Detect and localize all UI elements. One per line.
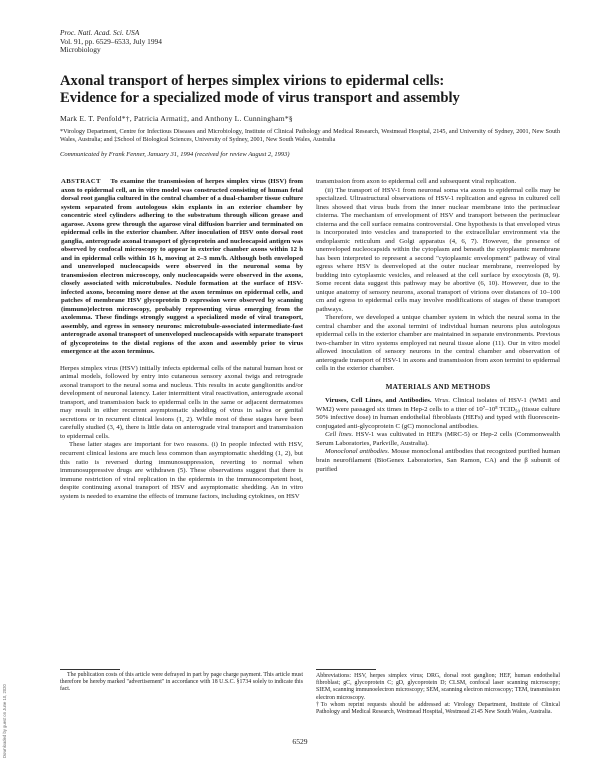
footnote-text: The publication costs of this article were defrayed in part by page charge payment. This article must therefore be hereby marked "advertisement" in accordance with 18 U.S.C. §1734 solely to indicate this fact. [60,672,303,693]
publication-footnote [60,672,303,694]
journal-header [60,29,162,55]
abstract-label: ABSTRACT [61,178,101,185]
right-column [316,178,560,474]
methods-text: Mouse monoclonal antibodies that recognized purified human brain neurofilament (BioGenex Laboratories, San Ramon, CA) and the β subunit of purified [316,448,560,473]
abstract-text: To examine the transmission of herpes simplex virus (HSV) from axon to epidermal cell, an in vitro model was constructed consisting of human fetal dorsal root ganglia cultured in the central chamber of a dual-chamber tissue culture system separated from autologous skin explants in an exterior chamber by concentric steel cylinders adhering to the substratum through silicon grease and agarose. Axons grew through the agarose viral diffusion barrier and terminated on epidermal cells in the exterior chamber. After inoculation of HSV onto dorsal root ganglia, anterograde axonal transport of glycoprotein and nucleocapsid antigen was observed by confocal microscopy to appear in exterior chamber axons within 12 h and in epidermal cells within 16 h, moving at 2–3 mm/h. Although both enveloped and unenveloped nucleocapsids were observed in the neuronal soma by transmission electron microscopy, only nucleocapsids were observed in the axons, closely associated with microtubules. Nodule formation at the surface of HSV-infected axons, becoming more dense at the axon terminus on epidermal cells, and patches of membrane HSV glycoprotein D expression were observed by scanning (immuno)electron microscopy, probably representing virus emerging from the axolemma. These findings strongly suggest a specialized mode of viral transport, assembly, and egress in sensory neurons: microtubule-associated intermediate-fast anterograde axonal transport of unenveloped nucleocapsids with separate transport of glycoproteins to the distal regions of the axon and assembly prior to virus emergence at the axon terminus. [61,178,304,356]
title-line-1: Axonal transport of herpes simplex virions to epidermal cells: [60,73,445,89]
subsubsection-heading: Cell lines. [325,431,354,439]
methods-paragraph [316,431,560,448]
page-number: 6529 [292,737,308,746]
section-heading: MATERIALS AND METHODS [385,382,491,391]
article-title [60,73,560,107]
journal-volume: Vol. 91, pp. 6529–6533, July 1994 [60,36,162,46]
body-paragraph: Herpes simplex virus (HSV) initially infects epidermal cells of the natural human host or animal models, followed by entry into cutaneous sensory axonal twigs and retrograde axonal transport to the neural soma and nucleus. This results in acute ganglionitis and/or development of neuronal latency. Later intermittent viral reactivation, anterograde axonal transport, and transmission back to epidermal cells in the same or adjacent dermatomes may result in either recurrent asymptomatic shedding of virus in saliva or genital secretions or in recurrent clinical lesions (1, 2). While most of these stages have been carefully studied (3, 4), there is little data on anterograde viral transport and transmission to epidermal cells. [60,364,303,440]
subsubsection-heading: Monoclonal antibodies. [325,448,390,456]
abbreviations-text: Abbreviations: HSV, herpes simplex virus; DRG, dorsal root ganglion; HEF, human endothelial fibroblast; gC, glycoprotein C; gD, glycoprotein D; CLSM, confocal laser scanning microscopy; SIEM, scanning immunoelectron microscopy; SEM, scanning electron microscopy; TEM, transmission electron microscopy. [316,673,560,701]
abbreviations-footnote [316,673,560,716]
left-column [60,178,303,501]
abbreviations-rule [316,669,376,670]
reprint-requests: †To whom reprint requests should be addressed at: Virology Department, Institute of Clinical Pathology and Medical Research, Westmead Hospital, Westmead 2145 New South Wales, Australia. [316,701,560,716]
subsection-heading: Viruses, Cell Lines, and Antibodies. [325,397,432,405]
body-paragraph: (ii) The transport of HSV-1 from neuronal soma via axons to epidermal cells may be specialized. Ultrastructural observations of HSV-1 replication and egress in cultured cell lines showed that virus buds from the inner nuclear membrane into the perinuclear cisterna. The mechanism of envelopment of HSV and transport between the perinuclear cisterna and the cell surface remains controversial. One hypothesis is that enveloped virus is incorporated into vesicles and transported to the extracellular environment via the endoplasmic reticulum and Golgi apparatus (4, 6, 7). However, the presence of unenveloped nucleocapsids within the cytoplasm and beneath the cytoplasmic membrane has been interpreted to represent a second "cytoplasmic envelopment" pathway of viral egress where HSV is deenveloped at the outer nuclear membrane, reenveloped by budding into cytoplasmic vesicles, and released at the cell surface by exocytosis (8, 9). Some recent data suggest this pathway may be abortive (6, 10). However, due to the unique anatomy of sensory neurons, axonal transport of virions over distances of 10–100 cm and egress to epidermal cells may involve modifications of stages of these transport pathways. [316,186,560,313]
author-list: Mark E. T. Penfold*†, Patricia Armati‡, and Anthony L. Cunningham*§ [60,114,293,123]
communicated-by: Communicated by Frank Fenner, January 31, 1994 (received for review August 2, 1993) [60,151,290,158]
affiliations: *Virology Department, Centre for Infectious Diseases and Microbiology, Institute of Clinical Pathology and Medical Research, Westmead Hospital, 2145, and University of Sydney, 2001, New South Wales, Australia; and ‡School of Biological Sciences, University of Sydney, 2001, New South Wales, Australia [60,128,560,144]
body-paragraph: These latter stages are important for two reasons. (i) In people infected with HSV, recurrent clinical lesions are much less common than asymptomatic shedding (1, 2), but this ratio is reversed during immunosuppression, reverting to normal when immunosuppressive drugs are withdrawn (5). These observations suggest that there is immune restriction of viral replication in the epidermis in the immunocompetent host, despite continuing axonal transport of HSV and asymptomatic shedding. An in vitro system is needed to examine the effects of immune factors, including cytokines, on HSV [60,441,303,500]
subsubsection-heading: Virus. [434,397,451,405]
body-paragraph: Therefore, we developed a unique chamber system in which the neural soma in the central chamber and the axonal termini of individual human neurons plus autologous epidermal cells in the exterior chamber are maintained in separate environments. Previous two-chamber in vitro systems employed rat neural tissue alone (11). Our in vitro model allowed inoculation of sensory neurons in the central chamber and observation of anterograde transport of HSV-1 in axons and transmission from axon termini to epidermal cells in the exterior chamber. [316,314,560,373]
methods-text: Clinical isolates of HSV-1 (WM1 and WM2) were passaged six times in Hep-2 cells to a titer of 10⁷–10⁸ TCID₅₀ (tissue culture 50% infective dose) in human endothelial fibroblasts (HEFs) and typed with fluorescein-conjugated anti-glycoprotein C (gC) monoclonal antibodies. [316,397,560,430]
body-paragraph: transmission from axon to epidermal cell and subsequent viral replication. [316,178,517,185]
footnote-rule [60,669,120,670]
journal-name: Proc. Natl. Acad. Sci. USA [60,28,140,37]
methods-paragraph [316,448,560,474]
journal-section: Microbiology [60,45,101,55]
abstract [60,178,303,357]
methods-text: HSV-1 was cultivated in HEFs (MRC-5) or Hep-2 cells (Commonwealth Serum Laboratories, Parkville, Australia). [316,431,561,447]
download-watermark: Downloaded by guest on June 10, 2020 [2,684,7,758]
title-line-2: Evidence for a specialized mode of virus transport and assembly [60,90,460,106]
methods-paragraph [316,397,560,431]
